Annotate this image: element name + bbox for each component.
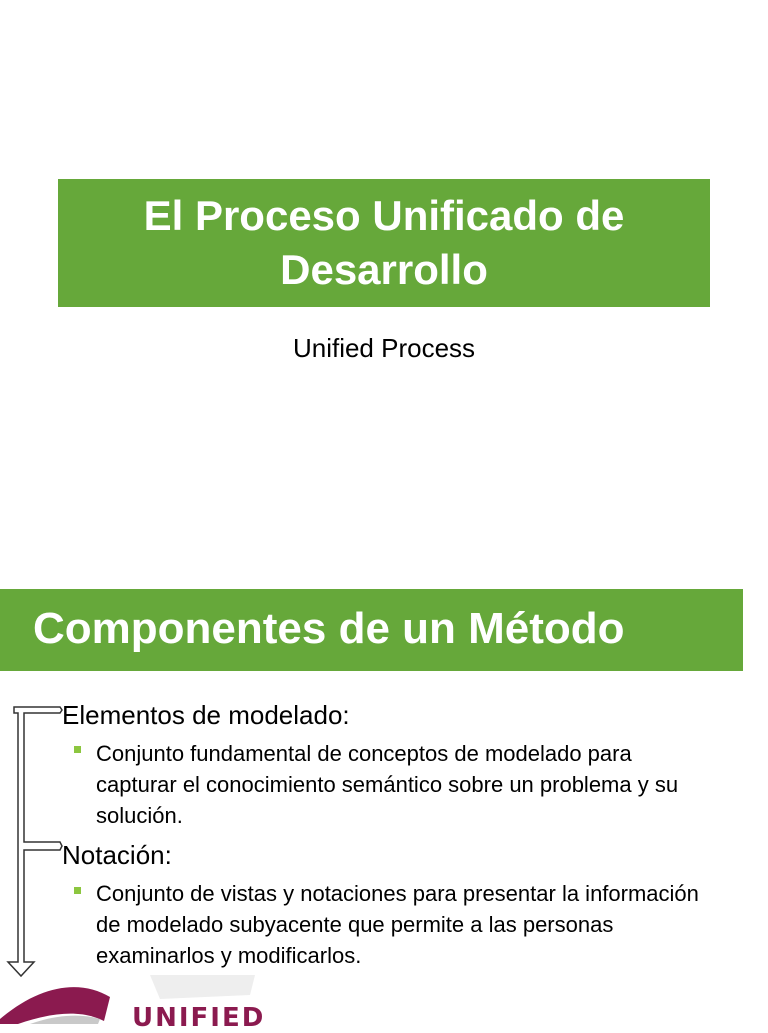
item-heading: Elementos de modelado: <box>62 700 350 730</box>
bullet-marker <box>74 887 81 894</box>
slide-title: El Proceso Unificado de Desarrollo <box>143 192 625 293</box>
section-title: Componentes de un Método <box>33 604 625 653</box>
bullet-marker <box>74 746 81 753</box>
section-title-band <box>0 589 743 671</box>
slide-title-band <box>58 179 710 307</box>
item-bullet: Conjunto de vistas y notaciones para presentar la información de modelado subyacente que permite a las personas examinarlos y modificarlos. <box>96 881 699 968</box>
flow-arrow-icon <box>0 700 70 980</box>
item-bullet: Conjunto fundamental de conceptos de modelado para capturar el conocimiento semántico sobre un problema y su solución. <box>96 741 679 828</box>
slide-subtitle: Unified Process <box>292 333 476 363</box>
logo-text: UNIFIED <box>132 1003 266 1033</box>
item-heading: Notación: <box>62 840 172 870</box>
